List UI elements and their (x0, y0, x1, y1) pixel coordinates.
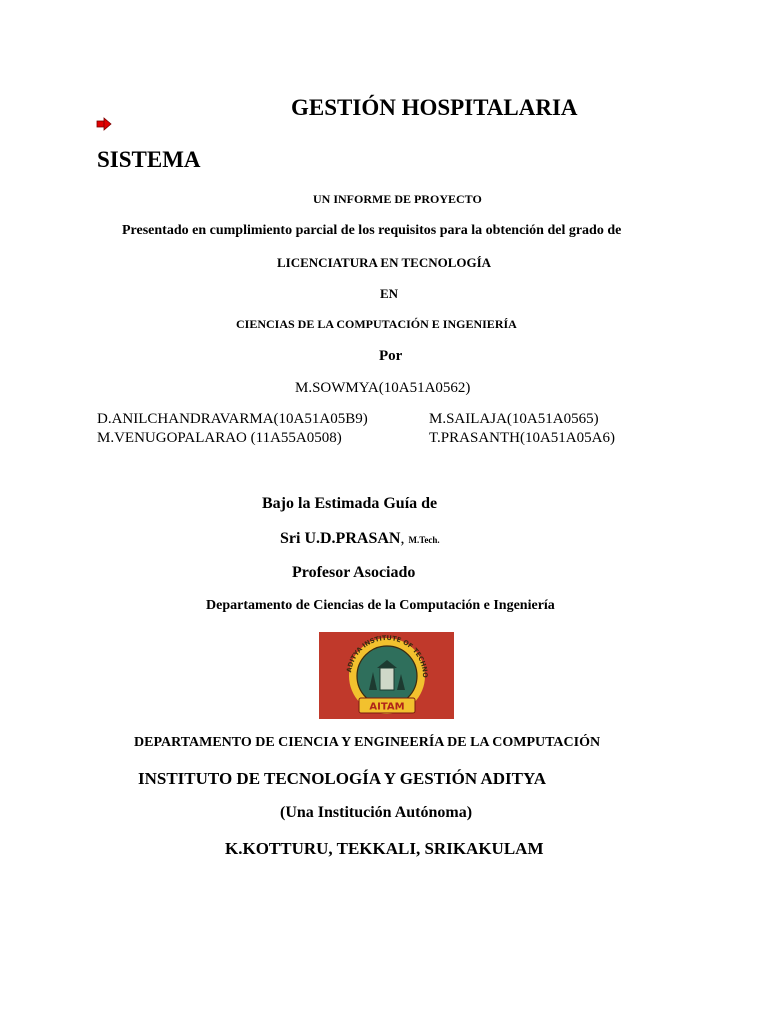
student-name: M.SOWMYA(10A51A0562) (295, 380, 471, 396)
guide-title: Profesor Asociado (292, 564, 416, 581)
report-type: UN INFORME DE PROYECTO (313, 192, 482, 206)
student-name: D.ANILCHANDRAVARMA(10A51A05B9) (97, 411, 368, 427)
institute-logo (319, 632, 454, 719)
student-name: T.PRASANTH(10A51A05A6) (429, 430, 615, 446)
student-name: M.SAILAJA(10A51A0565) (429, 411, 599, 427)
title-line-2: SISTEMA (97, 147, 201, 172)
autonomous-label: (Una Institución Autónoma) (280, 804, 473, 821)
logo-badge-text: AITAM (369, 701, 405, 713)
degree-name: LICENCIATURA EN TECNOLOGÍA (277, 255, 492, 270)
institute-name: INSTITUTO DE TECNOLOGÍA Y GESTIÓN ADITYA (138, 769, 546, 788)
aitam-emblem-icon (319, 632, 454, 719)
department-heading: DEPARTAMENTO DE CIENCIA Y ENGINEERÍA DE LA COMPUTACIÓN (134, 735, 601, 750)
guide-qualification: M.Tech. (408, 535, 440, 545)
branch-name: CIENCIAS DE LA COMPUTACIÓN E INGENIERÍA (236, 317, 517, 331)
by-label: Por (379, 348, 403, 364)
student-name: M.VENUGOPALARAO (11A55A0508) (97, 430, 342, 446)
in-connector: EN (380, 286, 399, 301)
logo-ring-text: ADITYA INSTITUTE OF TECHNO (345, 633, 430, 678)
submission-statement: Presentado en cumplimiento parcial de los requisitos para la obtención del grado de (122, 223, 622, 238)
title-line-1: GESTIÓN HOSPITALARIA (291, 95, 578, 120)
guide-name-separator: , (400, 530, 405, 547)
guide-department: Departamento de Ciencias de la Computación e Ingeniería (206, 598, 555, 613)
institute-location: K.KOTTURU, TEKKALI, SRIKAKULAM (225, 839, 544, 858)
red-arrow-bullet-icon (96, 117, 112, 131)
guide-line (280, 530, 440, 548)
guide-name: Sri U.D.PRASAN (280, 530, 401, 547)
guidance-label: Bajo la Estimada Guía de (262, 495, 438, 512)
